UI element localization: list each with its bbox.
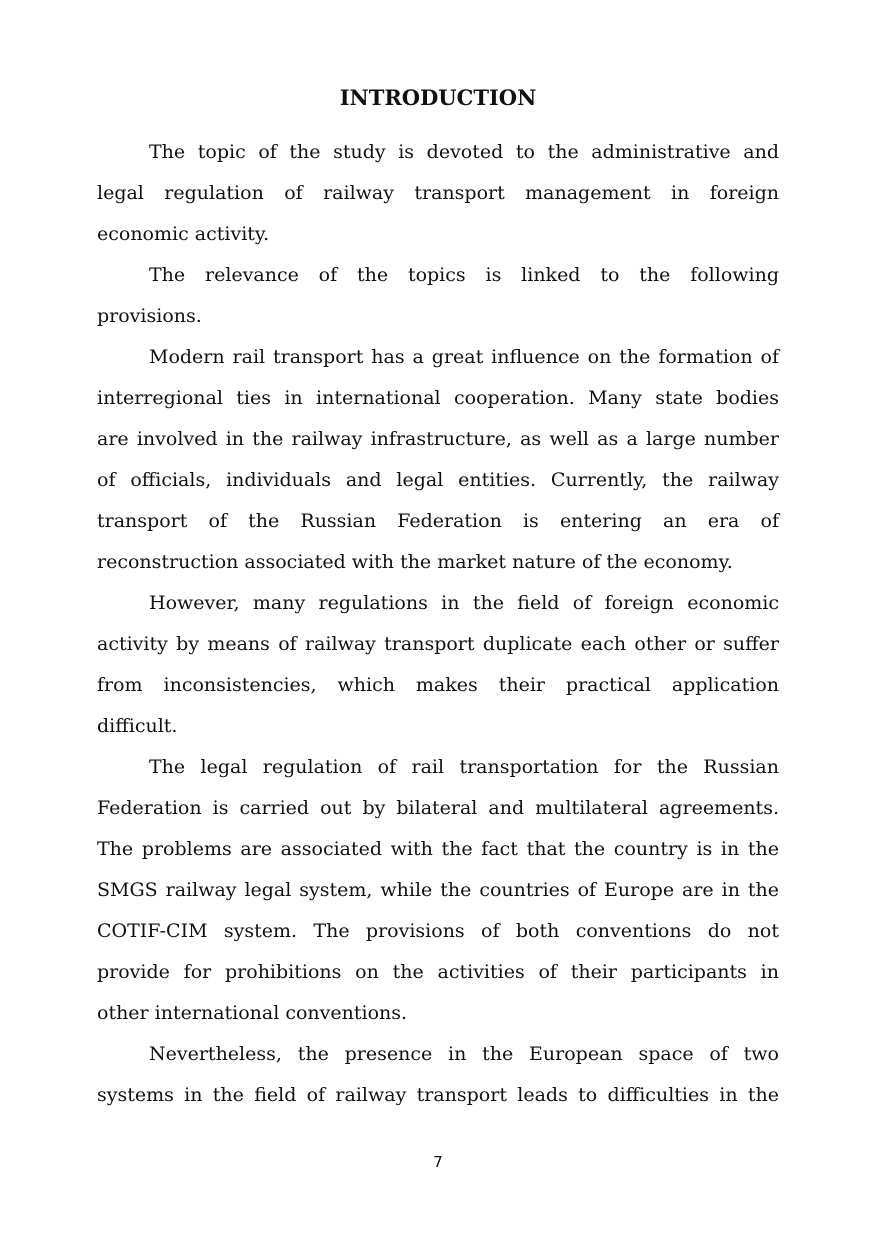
text-line: Federation is carried out by bilateral and multilateral agreements. (97, 797, 779, 819)
text-line: economic activity. (97, 223, 270, 245)
text-line: The relevance of the topics is linked to the following (149, 264, 779, 286)
text-line: systems in the field of railway transport leads to difficulties in the (97, 1084, 779, 1106)
text-line: SMGS railway legal system, while the countries of Europe are in the (97, 879, 779, 901)
paragraph-5 (97, 747, 779, 1034)
text-line: The topic of the study is devoted to the administrative and (149, 141, 779, 163)
text-line: from inconsistencies, which makes their practical application (97, 674, 779, 696)
text-line: activity by means of railway transport duplicate each other or suffer (97, 633, 779, 655)
text-line: provisions. (97, 305, 202, 327)
page-number: 7 (433, 1153, 443, 1171)
text-line: reconstruction associated with the market nature of the economy. (97, 551, 733, 573)
text-line: COTIF-CIM system. The provisions of both conventions do not (97, 920, 779, 942)
text-line: Nevertheless, the presence in the European space of two (149, 1043, 779, 1065)
text-line: legal regulation of railway transport management in foreign (97, 182, 779, 204)
text-line: However, many regulations in the field of foreign economic (149, 592, 779, 614)
paragraph-3 (97, 337, 779, 583)
text-line: are involved in the railway infrastructure, as well as a large number (97, 428, 779, 450)
text-line: other international conventions. (97, 1002, 408, 1024)
paragraph-2 (97, 255, 779, 337)
text-line: The legal regulation of rail transportation for the Russian (149, 756, 779, 778)
page-heading: INTRODUCTION (339, 85, 537, 110)
text-line: of officials, individuals and legal entities. Currently, the railway (97, 469, 779, 491)
text-line: The problems are associated with the fact that the country is in the (97, 838, 779, 860)
paragraph-4 (97, 583, 779, 747)
paragraph-6 (97, 1034, 779, 1116)
paragraph-1 (97, 132, 779, 255)
text-line: transport of the Russian Federation is entering an era of (97, 510, 779, 532)
text-line: Modern rail transport has a great influence on the formation of (149, 346, 779, 368)
text-line: interregional ties in international cooperation. Many state bodies (97, 387, 779, 409)
body-text (97, 132, 779, 1116)
text-line: difficult. (97, 715, 178, 737)
text-line: provide for prohibitions on the activities of their participants in (97, 961, 779, 983)
